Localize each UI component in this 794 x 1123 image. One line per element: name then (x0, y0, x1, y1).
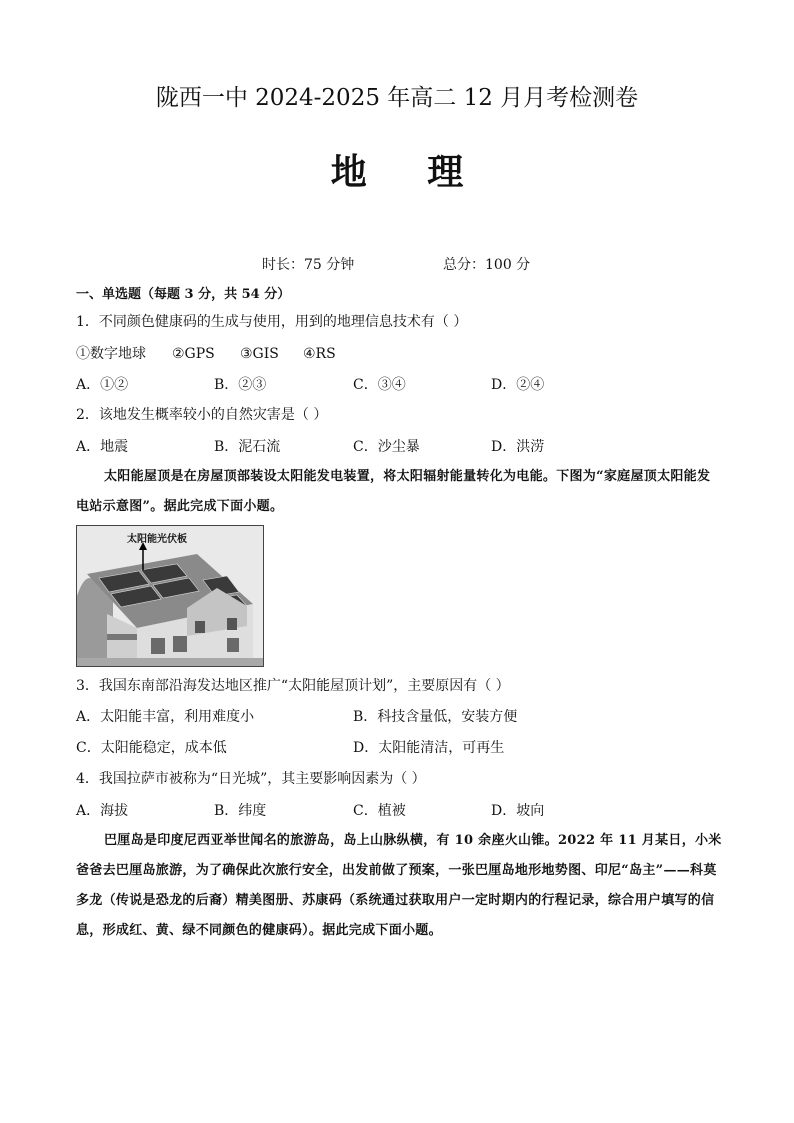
exam-title: 陇西一中 2024-2025 年高二 12 月月考检测卷 (155, 85, 639, 111)
q1-item: ③GIS (240, 346, 279, 362)
q4-option-b: B．纬度 (214, 803, 267, 819)
q1-option-c: C．③④ (353, 377, 406, 393)
house-illustration (77, 526, 263, 666)
q1-item: ②GPS (172, 346, 215, 362)
q3-option-c: C．太阳能稳定，成本低 (76, 740, 227, 756)
q1-option-d: D．②④ (491, 377, 545, 393)
solar-roof-figure (76, 525, 264, 667)
q2-option-a: A．地震 (76, 439, 129, 455)
q2-option-b: B．泥石流 (214, 439, 281, 455)
figure-label-solar-panel: 太阳能光伏板 (127, 534, 187, 545)
q4-option-a: A．海拔 (76, 803, 129, 819)
subject-title: 地 理 (330, 151, 488, 193)
passage-solar: 太阳能屋顶是在房屋顶部装设太阳能发电装置，将太阳辐射能量转化为电能。下图为“家庭屋顶太阳能发电站示意图”。据此完成下面小题。 (76, 469, 711, 514)
q2-option-c: C．沙尘暴 (353, 439, 420, 455)
q1-item: ④RS (303, 346, 336, 362)
q3-option-b: B．科技含量低，安装方便 (353, 709, 518, 725)
q2-option-d: D．洪涝 (491, 439, 545, 455)
q1-option-b: B．②③ (214, 377, 267, 393)
q3-option-d: D．太阳能清洁，可再生 (353, 740, 505, 756)
duration: 时长：75 分钟 (262, 257, 355, 273)
section-heading: 一、单选题（每题 3 分，共 54 分） (76, 287, 291, 302)
q1-stem: 1．不同颜色健康码的生成与使用，用到的地理信息技术有（ ） (76, 314, 468, 330)
q4-option-d: D．坡向 (491, 803, 545, 819)
passage-bali: 巴厘岛是印度尼西亚举世闻名的旅游岛，岛上山脉纵横，有 10 余座火山锥。2022 年 11 月某日，小米爸爸去巴厘岛旅游，为了确保此次旅行安全，出发前做了预案，一张巴厘岛地形地势图、印尼“岛主”——科莫多龙（传说是恐龙的后裔）精美图册、苏康码（系统通过获取用户一定时期内的行程记录，综合用户填写的信息，形成红、黄、绿不同颜色的健康码）。据此完成下面小题。 (76, 833, 722, 938)
q4-option-c: C．植被 (353, 803, 406, 819)
total-score: 总分：100 分 (443, 257, 531, 273)
q1-option-a: A．①② (76, 377, 129, 393)
q3-stem: 3．我国东南部沿海发达地区推广“太阳能屋顶计划”，主要原因有（ ） (76, 678, 510, 694)
q2-stem: 2．该地发生概率较小的自然灾害是（ ） (76, 407, 328, 423)
q3-option-a: A．太阳能丰富，利用难度小 (76, 709, 255, 725)
q4-stem: 4．我国拉萨市被称为“日光城”，其主要影响因素为（ ） (76, 771, 426, 787)
q1-item: ①数字地球 (76, 346, 146, 362)
